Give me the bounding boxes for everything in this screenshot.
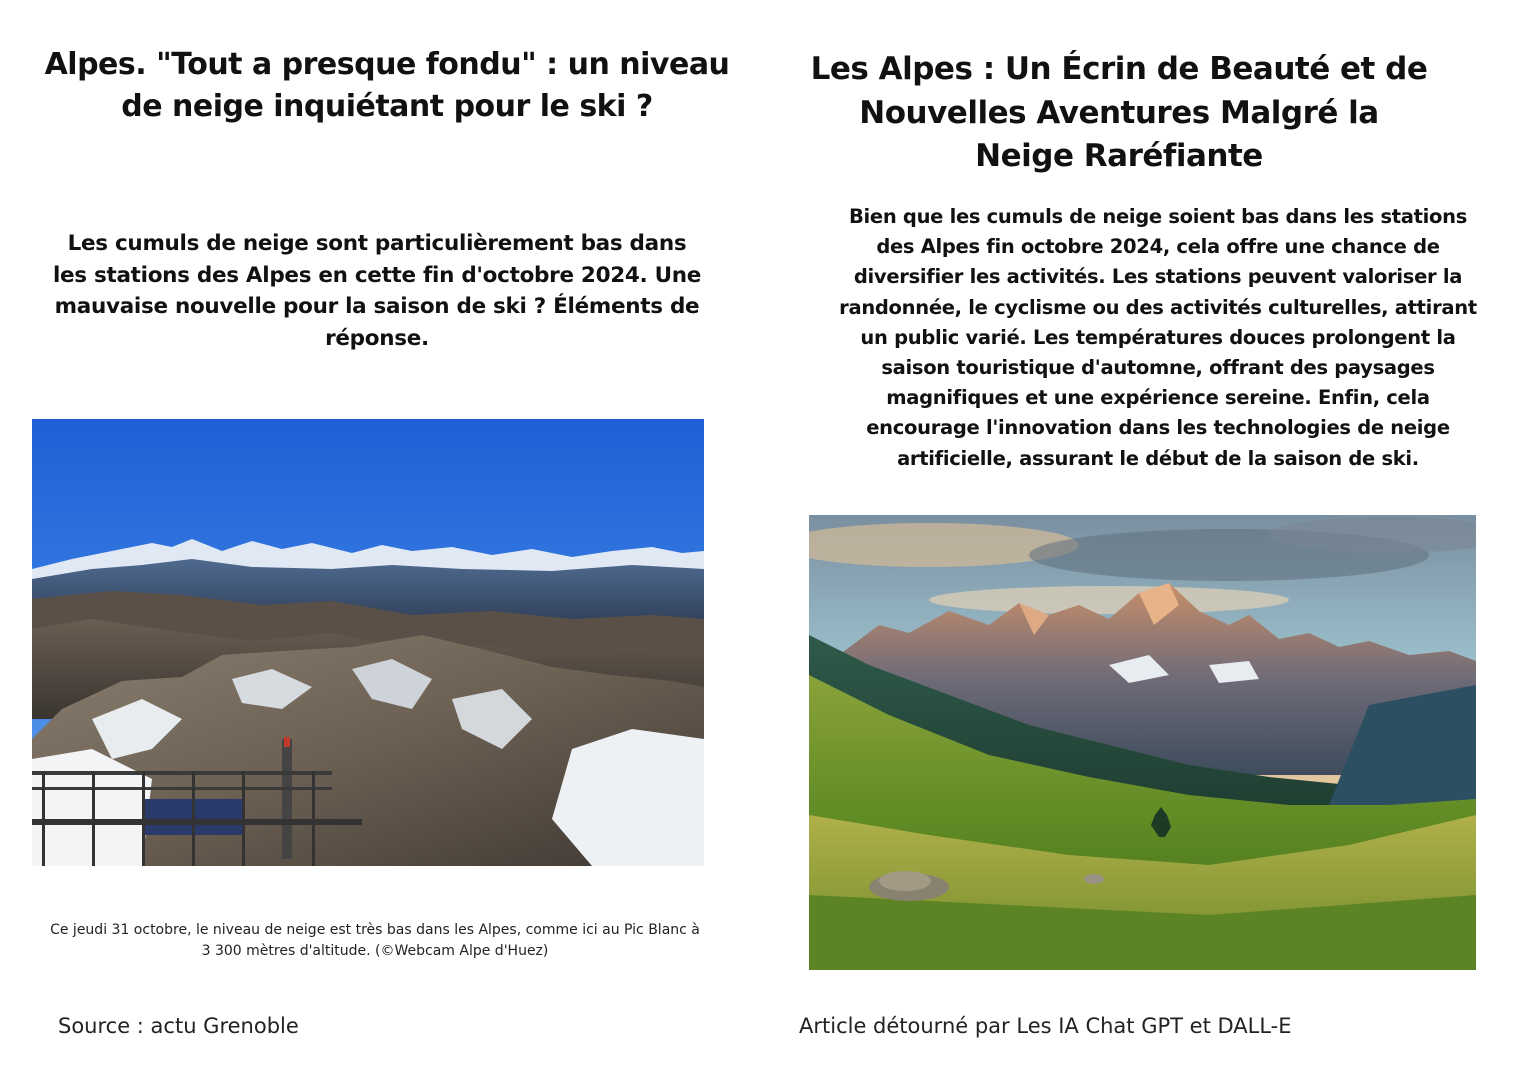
left-webcam-photo — [32, 419, 704, 866]
source-credit: Source : actu Grenoble — [58, 1014, 299, 1038]
right-article-title: Les Alpes : Un Écrin de Beauté et de Nouvelles Aventures Malgré la Neige Raréfiante — [810, 51, 1428, 174]
right-article-body: Bien que les cumuls de neige soient bas dans les stations des Alpes fin octobre 2024, cela offre une chance de diversifier les activités. Les stations peuvent valoriser la randonnée, le cyclisme ou des activités culturelles, attirant un public varié. Les températures douces prolongent la saison touristique d'automne, offrant des paysages magnifiques et une expérience sereine. Enfin, cela encourage l'innovation dans les technologies de neige artificielle, assurant le début de la saison de ski. — [839, 205, 1477, 470]
left-article-title: Alpes. "Tout a presque fondu" : un niveau de neige inquiétant pour le ski ? — [44, 47, 730, 124]
right-generated-landscape-image — [809, 515, 1476, 970]
ai-credit: Article détourné par Les IA Chat GPT et DALL-E — [799, 1014, 1292, 1038]
left-article-lead: Les cumuls de neige sont particulièrement bas dans les stations des Alpes en cette fin d'octobre 2024. Une mauvaise nouvelle pour la saison de ski ? Éléments de réponse. — [52, 231, 702, 351]
photo-caption: Ce jeudi 31 octobre, le niveau de neige est très bas dans les Alpes, comme ici au Pic Blanc à 3 300 mètres d'altitude. (©Webcam Alpe d'Huez) — [50, 922, 700, 959]
